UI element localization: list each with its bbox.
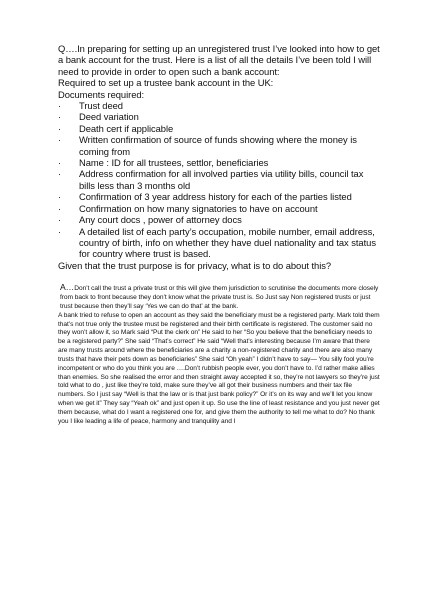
bullet-icon: · — [58, 202, 62, 214]
answer-section — [58, 283, 380, 427]
document-page — [58, 43, 380, 427]
question-closing: Given that the trust purpose is for privacy, what is to do about this? — [58, 259, 332, 271]
list-item: · Written confirmation of source of funds showing where the money is coming from — [58, 134, 357, 157]
list-item: · Trust deed — [58, 100, 123, 112]
list-item: · Death cert if applicable — [58, 122, 174, 134]
list-item: · Name : ID for all trustees, settlor, beneficiaries — [58, 157, 269, 169]
required-line: Required to set up a trustee bank account in the UK: — [58, 77, 274, 89]
bullet-icon: · — [58, 111, 62, 123]
answer-paragraph-1-text: Don’t call the trust a private trust or this will give them jurisdiction to scrutinise the documents more closely from back to front because they don’t know what the private trust is. So Just say Non registered trusts or just trust because then they’ll say ‘Yes we can do that’ at the bank. — [60, 285, 379, 310]
bullet-icon: · — [58, 225, 62, 237]
list-item: · Deed variation — [58, 111, 139, 123]
answer-paragraph — [58, 283, 380, 312]
list-item: · Any court docs , power of attorney docs — [58, 214, 242, 226]
answer-prefix: A… — [60, 282, 75, 293]
question-section — [58, 43, 380, 271]
bullet-icon: · — [58, 168, 62, 180]
bullet-icon: · — [58, 157, 62, 169]
bullet-icon: · — [58, 214, 62, 226]
bullet-icon: · — [58, 100, 62, 112]
documents-heading: Documents required: — [58, 88, 145, 100]
list-item: · A detailed list of each party’s occupation, mobile number, email address, country of birth, info on whether they have duel nationality and tax status for country where trust is based. — [58, 225, 376, 260]
bullet-icon: · — [58, 191, 62, 203]
answer-paragraph-2: A bank tried to refuse to open an account as they said the beneficiary must be a registered party. Mark told them that’s not true only the trustee must be registered and their birth certificate is registered. The customer said no they won’t allow it, so Mark said “Put the clerk on” He said to her “So you believe that the beneficiary needs to be a registered party?” She said “That’s correct” He said “Well that’s interesting because I’m aware that there are many trusts around where the beneficiaries are a charity a non-registered charity and there are also many trusts that have their pets down as beneficiaries” She said “Oh yeah” I didn’t have to say— You silly fool you’re incompetent or who do you think you are ….Don’t rubbish people ever, you don’t have to. I’d rather make allies than enemies. So she realised the error and then straight away accepted it so, they’re not lawyers so they’re just told what to do , just like they’re told, make sure they’ve all got their business numbers and their tax file numbers. So I just say “Well is that the law or is that just bank policy?” Or it’s on its way and we’ll let you know when we get it” They say “Yeah ok” and just open it up. So use the line of least resistance and you just never get them because, what do I want a registered one for, and give them the authority to tell me what to do? No thank you I like leading a life of peace, harmony and tranquility and I — [58, 311, 380, 425]
bullet-icon: · — [58, 122, 62, 134]
list-item: · Address confirmation for all involved parties via utility bills, council tax bills less than 3 months old — [58, 168, 364, 191]
list-item: · Confirmation on how many signatories to have on account — [58, 202, 318, 214]
bullet-icon: · — [58, 134, 62, 146]
question-intro: Q….In preparing for setting up an unregistered trust I’ve looked into how to get a bank account for the trust. Here is a list of all the details I’ve been told I will need to provide in order to open such a bank account: — [58, 43, 380, 77]
list-item: · Confirmation of 3 year address history for each of the parties listed — [58, 191, 352, 203]
